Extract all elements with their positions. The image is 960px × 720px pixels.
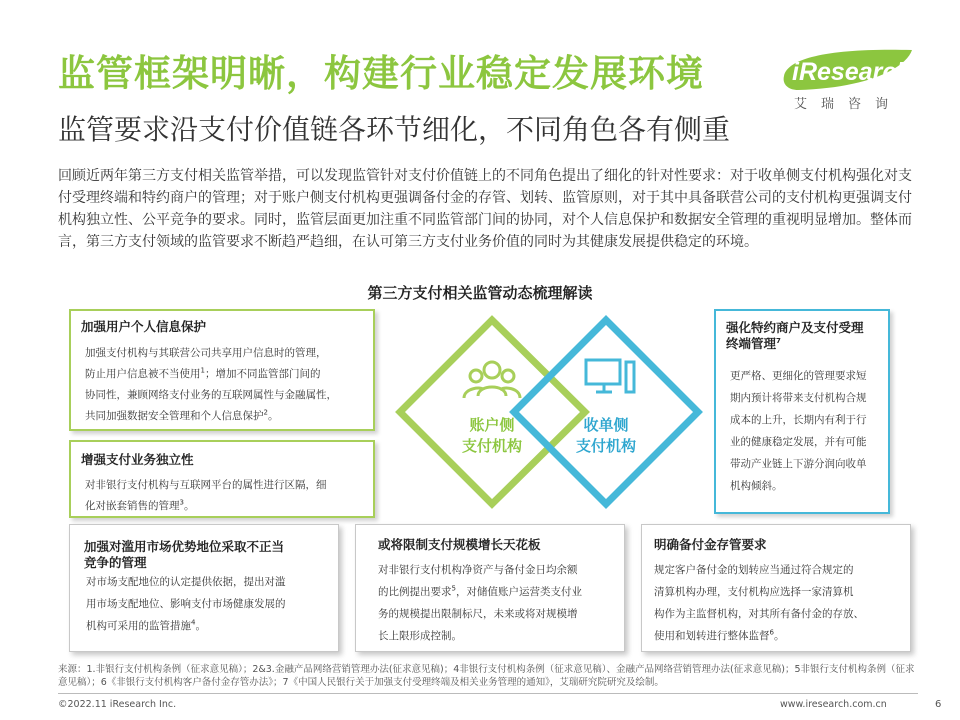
card-line: 防止用户信息被不当使用$^1$；增加不同监管部门间的 [85, 366, 321, 380]
people-icon [464, 362, 520, 398]
card-line: 共同加强数据安全管理和个人信息保护$^2$。 [85, 408, 279, 422]
source-footnote: 来源：1.非银行支付机构条例（征求意见稿）；2&3.金融产品网络营销管理办法(征求意见稿)；4非银行支付机构条例（征求意见稿）、金融产品网络营销管理办法(征求意见稿)；5非银行支付机构条例（征求意见稿）；6《非银行支付机构客户备付金存管办法》；7《中国人民银行关于加强支付受理终端及相关业务管理的通知》，艾瑞研究院研究及绘制。 [58, 664, 915, 688]
page-title: 监管框架明晰，构建行业稳定发展环境 [58, 52, 704, 95]
card-line: 构作为主监督机构，对其所有备付金的存放、 [654, 608, 864, 620]
card-line: 规定客户备付金的划转应当通过符合规定的 [654, 564, 854, 576]
website-link[interactable]: www.iresearch.com.cn [780, 699, 887, 710]
card-line: 对非银行支付机构与互联网平台的属性进行区隔，细 [85, 479, 327, 491]
logo-brand: iResearch [792, 58, 912, 86]
card-line: 务的规模提出限制标尺，未来或将对规模增 [378, 608, 578, 620]
card-merchants [714, 309, 890, 514]
card-line: 更严格、更细化的管理要求短 [730, 370, 867, 382]
card-line: 机构可采用的监管措施$^4$。 [86, 618, 206, 632]
card-line: 清算机构办理，支付机构应选择一家清算机 [654, 586, 854, 598]
acquiring-side-line1: 收单侧 [583, 416, 629, 434]
acquiring-side-diamond [514, 320, 698, 504]
account-side-diamond [400, 320, 585, 504]
card-line: 带动产业链上下游分润向收单 [730, 458, 867, 470]
card-line: 成本的上升，长期内有利于行 [730, 414, 867, 426]
iresearch-logo [778, 46, 918, 116]
card-monopoly [69, 524, 339, 652]
card-reserve [641, 524, 911, 652]
value-chain-diagram [380, 300, 710, 510]
card-line: 用市场支配地位、影响支付市场健康发展的 [86, 598, 286, 610]
card-line: 的比例提出要求$^5$，对储值账户运营类支付业 [378, 584, 582, 598]
page-number: 6 [935, 699, 942, 710]
card-title: 增强支付业务独立性 [81, 452, 194, 467]
card-privacy [69, 309, 375, 431]
card-line: 协同性，兼顾网络支付业务的互联网属性与金融属性， [85, 389, 337, 401]
card-line: 使用和划转进行整体监督$^6$。 [654, 628, 785, 642]
card-title: 明确备付金存管要求 [654, 537, 767, 552]
card-title: 强化特约商户及支付受理 终端管理$^7$ [726, 320, 864, 351]
card-line: 机构倾斜。 [730, 480, 783, 492]
card-line: 对市场支配地位的认定提供依据，提出对滥 [86, 576, 286, 588]
card-title: 加强对滥用市场优势地位采取不正当 竞争的管理 [84, 539, 285, 570]
page-subtitle: 监管要求沿支付价值链各环节细化，不同角色各有侧重 [58, 113, 731, 146]
card-title: 或将限制支付规模增长天花板 [378, 537, 541, 552]
footer-divider [58, 693, 918, 694]
card-line: 期内预计将带来支付机构合规 [730, 392, 867, 404]
card-independence [69, 440, 375, 518]
logo-chinese: 艾瑞咨询 [794, 97, 903, 112]
card-title: 加强用户个人信息保护 [81, 319, 207, 334]
card-line: 长上限形成控制。 [378, 630, 462, 642]
card-line: 业的健康稳定发展，并有可能 [730, 436, 867, 448]
account-side-line2: 支付机构 [461, 437, 523, 455]
intro-paragraph: 回顾近两年第三方支付相关监管举措，可以发现监管针对支付价值链上的不同角色提出了细化的针对性要求：对于收单侧支付机构强化对支付受理终端和特约商户的管理；对于账户侧支付机构更强调备付金的存管、划转、监管原则，对于其中具备联营公司的支付机构更强调支付机构独立性、公平竞争的要求。同时，监管层面更加注重不同监管部门间的协同，对个人信息保护和数据安全管理的重视明显增加。整体而言，第三方支付领域的监管要求不断趋严趋细，在认可第三方支付业务价值的同时为其健康发展提供稳定的环境。 [58, 168, 912, 250]
acquiring-side-line2: 支付机构 [575, 437, 637, 455]
account-side-line1: 账户侧 [469, 416, 515, 434]
copyright: ©2022.11 iResearch Inc. [58, 699, 177, 710]
card-line: 加强支付机构与其联营公司共享用户信息时的管理， [85, 347, 327, 359]
card-line: 化对嵌套销售的管理$^3$。 [85, 498, 195, 512]
computer-icon [586, 360, 634, 392]
card-line: 对非银行支付机构净资产与备付金日均余额 [378, 564, 578, 576]
card-ceiling [355, 524, 625, 652]
diagram-title: 第三方支付相关监管动态梳理解读 [367, 284, 593, 302]
